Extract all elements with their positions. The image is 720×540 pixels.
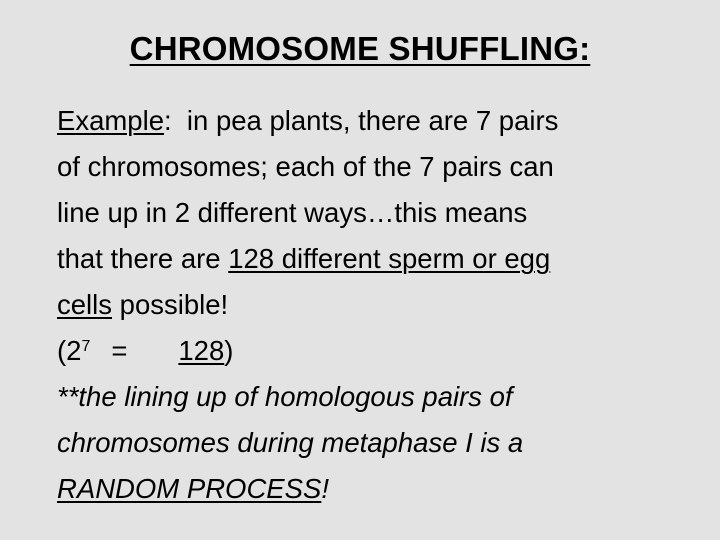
slide-title: CHROMOSOME SHUFFLING: [129,30,591,67]
note-line-2: chromosomes during metaphase I is a [57,427,524,458]
body-line-3: line up in 2 different ways…this means [57,197,528,228]
body-line-1 [57,98,707,144]
formula-equals: = [111,335,128,366]
formula-open: (2 [57,335,82,366]
body-line-5 [57,282,707,328]
note-suffix: ! [321,473,329,504]
note-line-1: **the lining up of homologous pairs of [57,381,513,412]
slide-body [57,98,707,512]
formula-line [57,328,707,374]
example-label: Example [57,105,164,136]
formula-close: ) [224,335,234,366]
note-line-3 [57,466,707,512]
line4-prefix: that there are [57,243,229,274]
body-line-2: of chromosomes; each of the 7 pairs can [57,151,554,182]
formula-exponent: 7 [81,338,91,355]
body-line-4 [57,236,707,282]
formula-result: 128 [178,335,225,366]
line5-suffix: possible! [112,289,229,320]
example-text: : in pea plants, there are 7 pairs [164,105,559,136]
line5-underlined: cells [57,289,113,320]
line4-underlined: 128 different sperm or egg [228,243,551,274]
note-underlined: RANDOM PROCESS [57,473,322,504]
